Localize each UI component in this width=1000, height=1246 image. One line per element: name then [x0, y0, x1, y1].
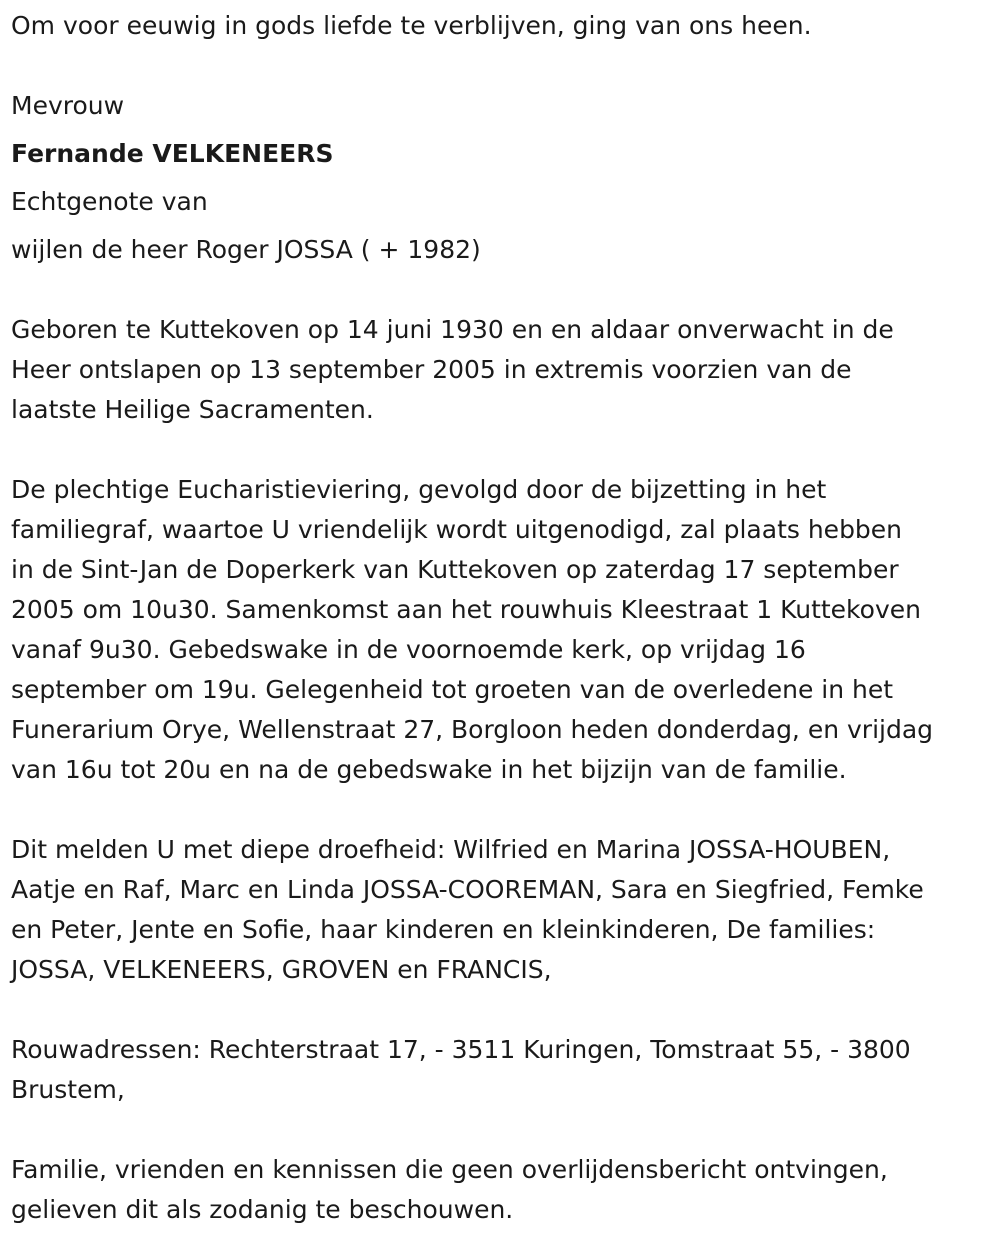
ceremony-line: september om 19u. Gelegenheid tot groeten van de overledene in het [11, 675, 894, 704]
born-line: Geboren te Kuttekoven op 14 juni 1930 en en aldaar onverwacht in de [11, 315, 894, 344]
closing-line: Familie, vrienden en kennissen die geen overlijdensbericht ontvingen, [11, 1155, 888, 1184]
title-prefix: Mevrouw [11, 91, 125, 120]
ceremony-line: vanaf 9u30. Gebedswake in de voornoemde kerk, op vrijdag 16 [11, 635, 806, 664]
address-line: Rouwadressen: Rechterstraat 17, - 3511 Kuringen, Tomstraat 55, - 3800 [11, 1035, 911, 1064]
ceremony-line: in de Sint-Jan de Doperkerk van Kuttekoven op zaterdag 17 september [11, 555, 899, 584]
spouse-line-1: Echtgenote van [11, 187, 208, 216]
family-line: JOSSA, VELKENEERS, GROVEN en FRANCIS, [11, 955, 552, 984]
address-paragraph [11, 1030, 985, 1110]
born-line: laatste Heilige Sacramenten. [11, 395, 374, 424]
born-paragraph [11, 310, 985, 430]
ceremony-line: van 16u tot 20u en na de gebedswake in het bijzijn van de familie. [11, 755, 847, 784]
family-paragraph [11, 830, 985, 990]
family-line: Dit melden U met diepe droefheid: Wilfried en Marina JOSSA-HOUBEN, [11, 835, 891, 864]
intro-line: Om voor eeuwig in gods liefde te verblijven, ging van ons heen. [11, 11, 812, 40]
ceremony-line: Funerarium Orye, Wellenstraat 27, Borgloon heden donderdag, en vrijdag [11, 715, 934, 744]
address-line: Brustem, [11, 1075, 125, 1104]
born-line: Heer ontslapen op 13 september 2005 in extremis voorzien van de [11, 355, 852, 384]
family-line: en Peter, Jente en Sofie, haar kinderen en kleinkinderen, De families: [11, 915, 876, 944]
closing-paragraph [11, 1150, 985, 1230]
deceased-name: Fernande VELKENEERS [11, 139, 334, 168]
spouse-line-2: wijlen de heer Roger JOSSA ( + 1982) [11, 235, 481, 264]
ceremony-paragraph [11, 470, 985, 790]
closing-line: gelieven dit als zodanig te beschouwen. [11, 1195, 514, 1224]
ceremony-line: 2005 om 10u30. Samenkomst aan het rouwhuis Kleestraat 1 Kuttekoven [11, 595, 921, 624]
family-line: Aatje en Raf, Marc en Linda JOSSA-COOREMAN, Sara en Siegfried, Femke [11, 875, 924, 904]
ceremony-line: familiegraf, waartoe U vriendelijk wordt uitgenodigd, zal plaats hebben [11, 515, 903, 544]
ceremony-line: De plechtige Eucharistieviering, gevolgd door de bijzetting in het [11, 475, 827, 504]
